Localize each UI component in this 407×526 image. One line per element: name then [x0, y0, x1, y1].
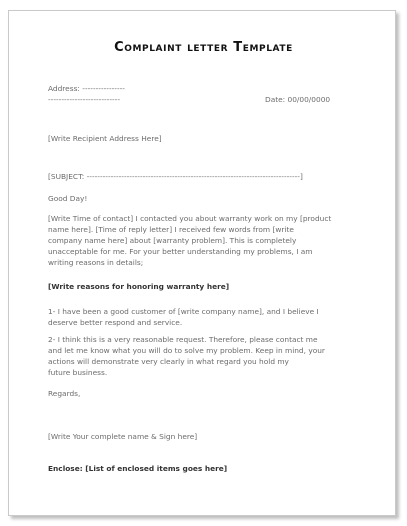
- signature-line: [Write Your complete name & Sign here]: [48, 432, 198, 441]
- paragraph-contact: [Write Time of contact] I contacted you about warranty work on my [product name here]. [Time of reply letter] I received few words from [write company name here] about [warranty problem]. This is completely unacceptable for me. For your better understanding my problems, I am writing reasons in details;: [48, 214, 332, 267]
- reason-1: 1- I have been a good customer of [write company name], and I believe I deserve better respond and service.: [48, 307, 319, 327]
- reasons-heading: [Write reasons for honoring warranty here]: [48, 282, 230, 291]
- enclose-line: Enclose: [List of enclosed items goes here]: [48, 464, 228, 473]
- reason-2: 2- I think this is a very reasonable request. Therefore, please contact me and let me know what you will do to solve my problem. Keep in mind, your actions will demonstrate very clearly in what regard you hold my future business.: [48, 335, 325, 377]
- address-label: Address: ----------------: [48, 84, 125, 93]
- greeting: Good Day!: [48, 194, 88, 203]
- document-title: Complaint letter Template: [114, 40, 293, 55]
- date-field: Date: 00/00/0000: [265, 95, 331, 104]
- address-line: ---------------------------: [48, 95, 121, 104]
- subject-line: [SUBJECT: --------------------------------------------------------------------------------]: [48, 172, 303, 181]
- recipient-address: [Write Recipient Address Here]: [48, 134, 162, 143]
- closing: Regards,: [48, 389, 81, 398]
